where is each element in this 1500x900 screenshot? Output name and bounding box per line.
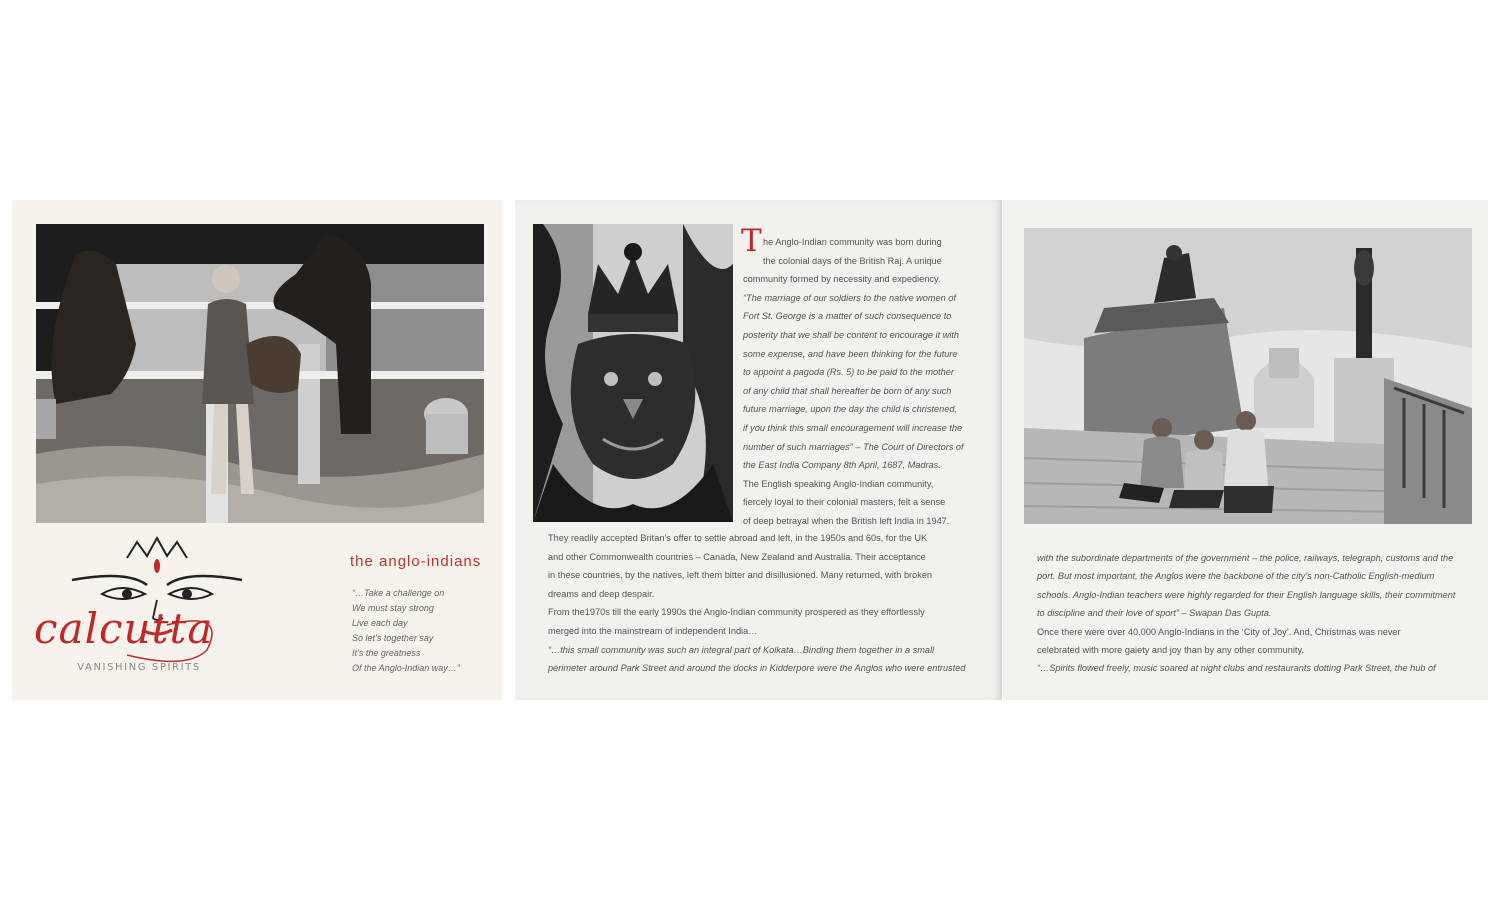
text-line: he Anglo-Indian community was born during: [763, 237, 942, 247]
text-line: They readily accepted Britan’s offer to settle abroad and left, in the 1950s and 60s, for the UK: [548, 533, 928, 543]
victoria-memorial-family-photo: [1024, 228, 1472, 524]
text-line: of any child that shall hereafter be born of any such: [743, 385, 952, 396]
crown-lion-sculpture-photo: [533, 224, 733, 522]
text-line: posterity that we shall be content to encourage it with: [743, 329, 960, 340]
brand-title: calcutta: [34, 604, 214, 653]
poem-line: So let’s together say: [352, 633, 434, 643]
section-title: the anglo-indians: [350, 553, 482, 570]
brochure-inner-left-panel: [515, 200, 1002, 700]
text-line: Fort St. George is a matter of such consequence to: [743, 311, 952, 322]
stable-horses-photo: [36, 224, 484, 523]
community-text-block: [1037, 549, 1456, 678]
text-line: merged into the mainstream of independent India…: [548, 625, 758, 636]
text-line: some expense, and have been thinking for the future: [743, 348, 958, 359]
poem-line: Of the Anglo-Indian way…”: [352, 663, 460, 673]
text-line: the colonial days of the British Raj. A unique: [763, 255, 942, 266]
text-line: and other Commonwealth countries – Canada, New Zealand and Australia. Their acceptance: [548, 551, 926, 562]
text-line: Once there were over 40,000 Anglo-Indians in the ‘City of Joy’. And, Christmas was never: [1037, 626, 1401, 637]
text-line: dreams and deep despair.: [548, 588, 655, 599]
text-line: with the subordinate departments of the government – the police, railways, telegraph, customs and the: [1037, 553, 1454, 563]
text-line: of deep betrayal when the British left India in 1947.: [743, 515, 950, 526]
poem-line: We must stay strong: [352, 603, 434, 613]
text-line: port. But most important, the Anglos were the backbone of the city’s non-Catholic English-medium: [1037, 571, 1435, 582]
brand-subtitle: VANISHING SPIRITS: [77, 662, 201, 673]
poem-line: It’s the greatness: [352, 648, 421, 658]
brochure-inner-right-panel: [1003, 200, 1488, 700]
text-line: number of such marriages” – The Court of Directors of: [743, 441, 964, 452]
text-line: From the1970s till the early 1990s the Anglo-Indian community prospered as they effortlessly: [548, 607, 925, 618]
brochure-cover-panel: [12, 200, 502, 700]
drop-cap: T: [741, 223, 762, 259]
poem-line: “…Take a challenge on: [352, 588, 445, 598]
text-line: the East India Company 8th April, 1687, Madras.: [743, 460, 941, 471]
text-line: in these countries, by the natives, left them bitter and disillusioned. Many returned, with broken: [548, 570, 933, 581]
text-line: schools. Anglo-Indian teachers were highly regarded for their English language skills, their commitment: [1037, 589, 1456, 600]
poem-line: Live each day: [352, 618, 408, 628]
history-text-block: [548, 529, 968, 678]
text-line: perimeter around Park Street and around the docks in Kidderpore were the Anglos who were entrusted: [548, 663, 966, 674]
text-line: The English speaking Anglo-Indian community,: [743, 478, 934, 489]
text-line: future marriage, upon the day the child is christened,: [743, 404, 957, 415]
text-line: “…Spirits flowed freely, music soared at night clubs and restaurants dotting Park Street, the hub of: [1037, 663, 1436, 674]
text-line: “The marriage of our soldiers to the native women of: [743, 292, 956, 303]
text-line: celebrated with more gaiety and joy than by any other community.: [1037, 644, 1304, 655]
text-line: if you think this small encouragement will increase the: [743, 422, 963, 433]
text-line: community formed by necessity and expediency.: [743, 274, 941, 285]
poem-block: [352, 586, 497, 676]
text-line: fiercely loyal to their colonial masters, felt a sense: [743, 497, 946, 508]
intro-text-column: [741, 223, 983, 531]
text-line: to appoint a pagoda (Rs. 5) to be paid to the mother: [743, 367, 954, 378]
text-line: to discipline and their love of sport” – Swapan Das Gupta.: [1037, 608, 1272, 619]
text-line: “…this small community was such an integral part of Kolkata…Binding them together in a small: [548, 644, 935, 655]
